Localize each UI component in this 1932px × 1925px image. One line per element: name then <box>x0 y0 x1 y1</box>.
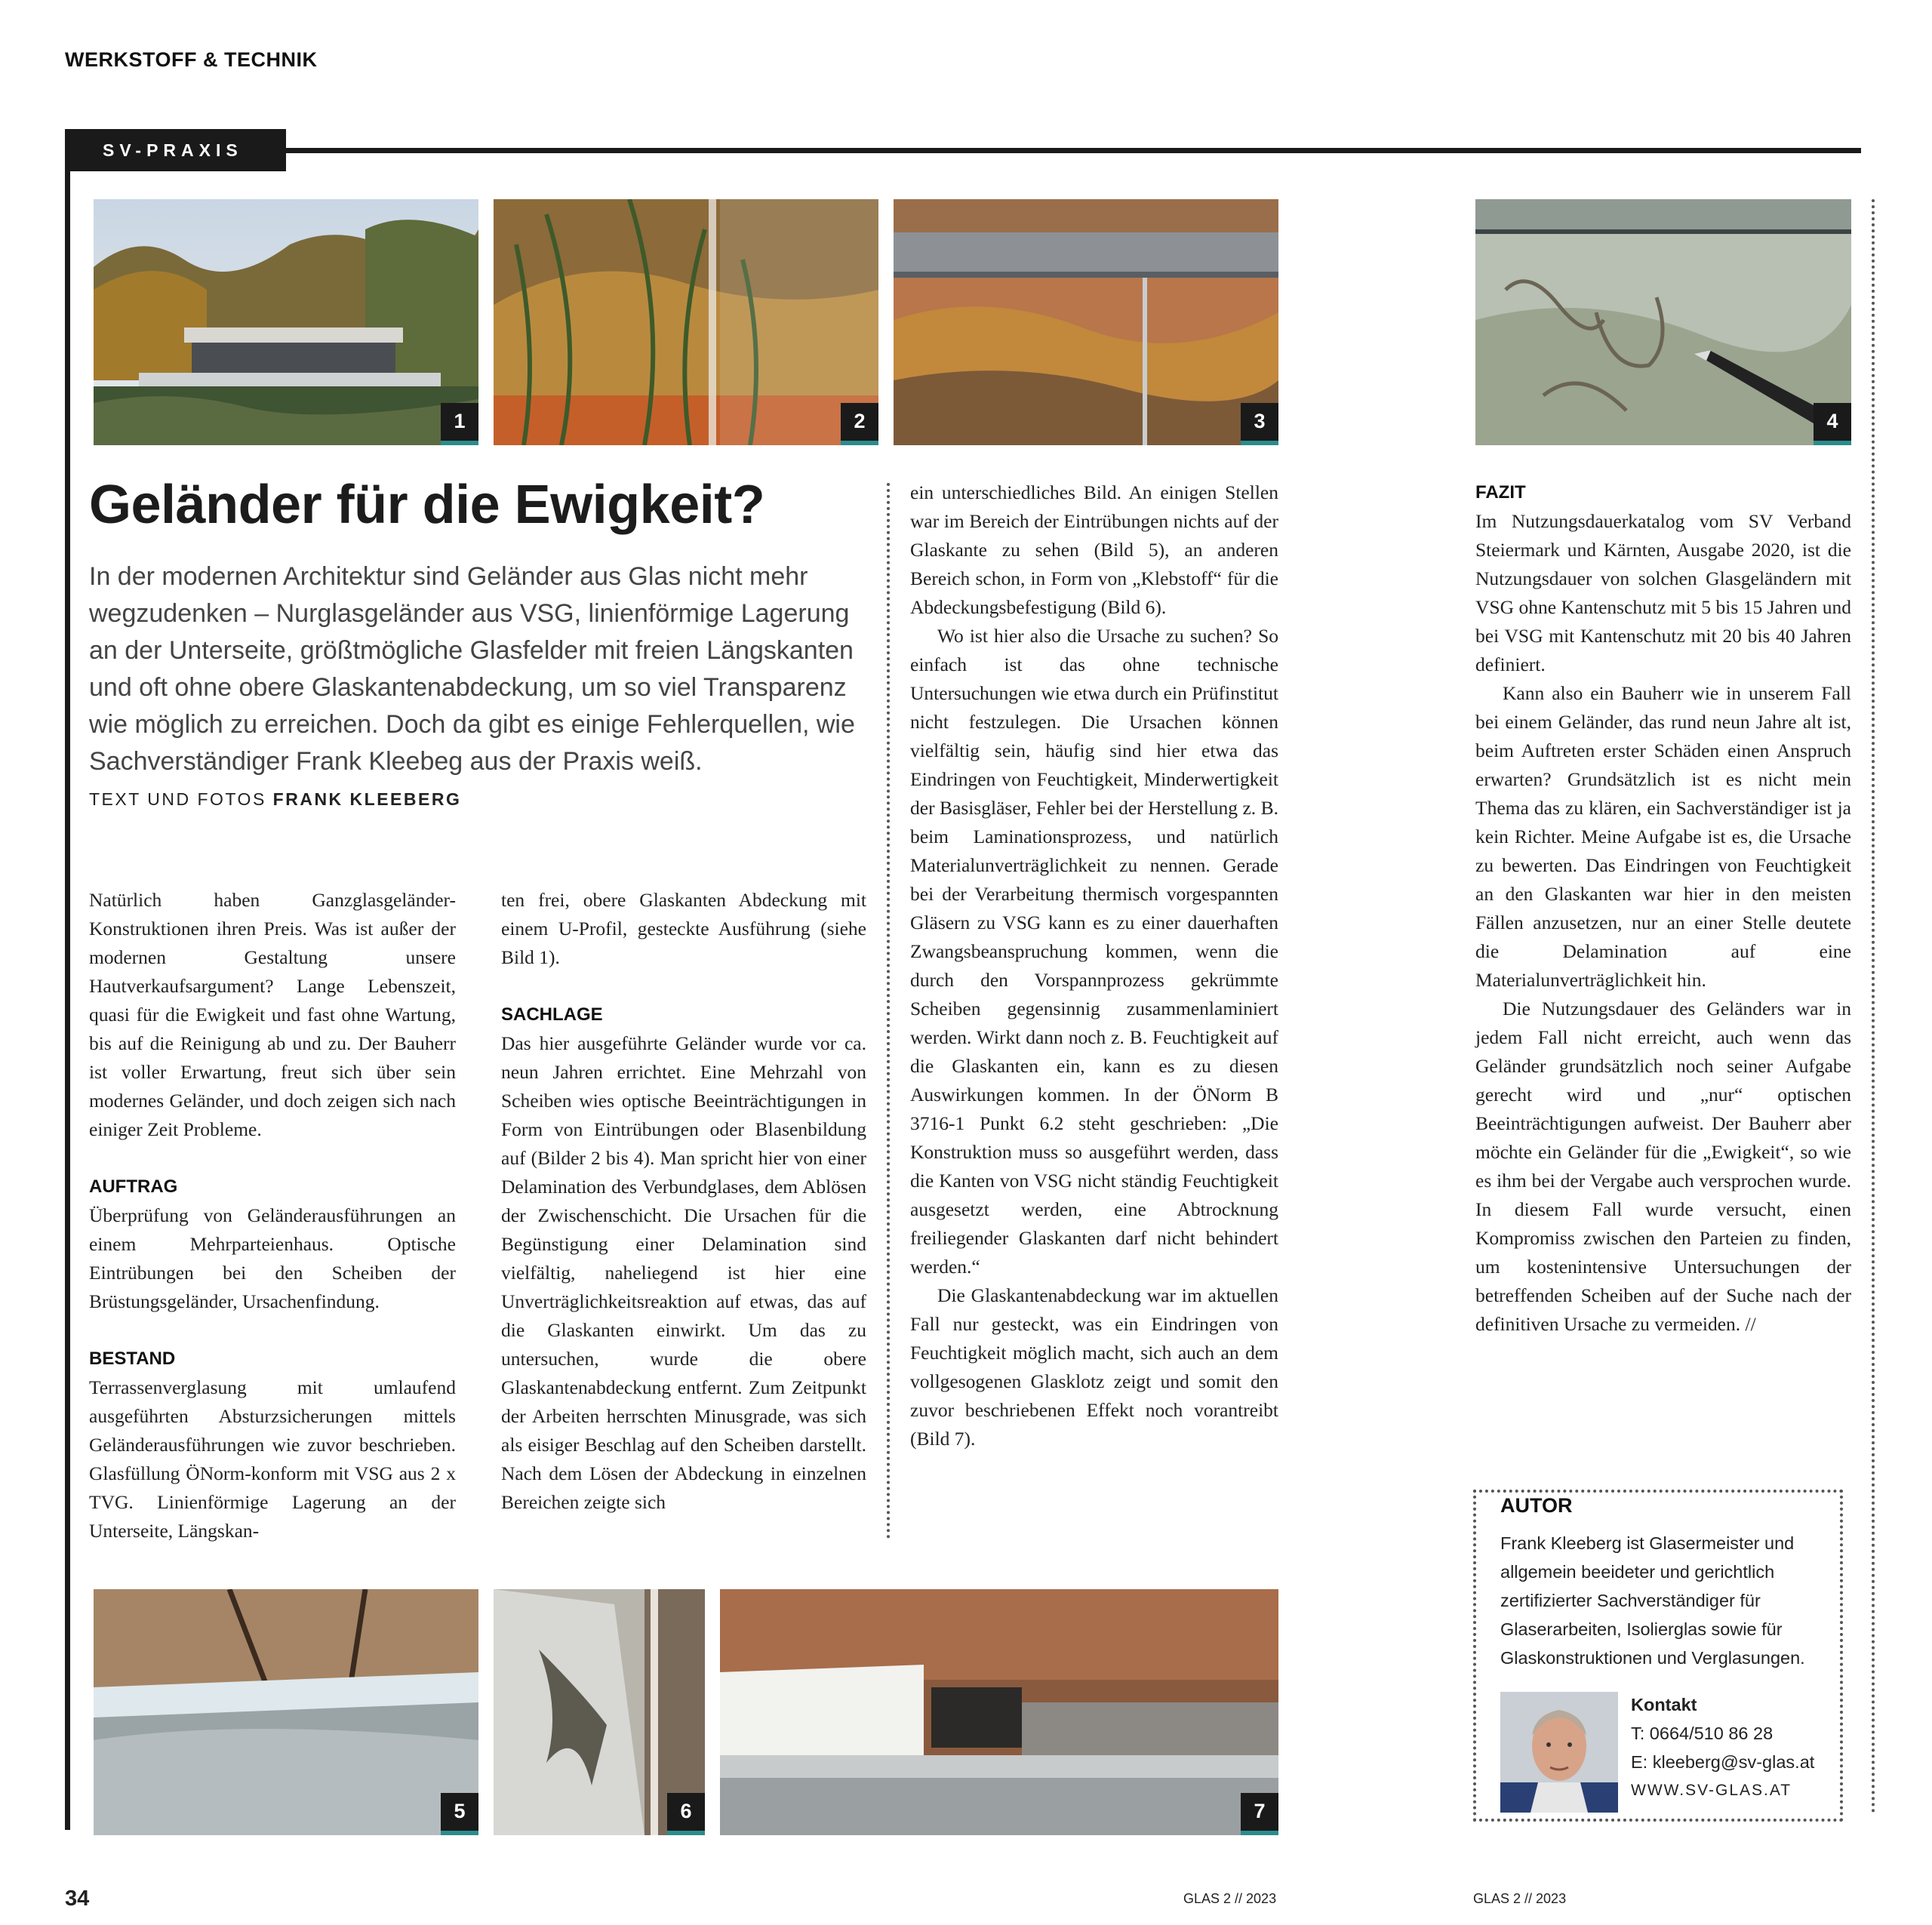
contact-website[interactable]: WWW.SV-GLAS.AT <box>1631 1782 1792 1799</box>
column-4 <box>1475 478 1851 1339</box>
contact-email[interactable]: E: kleeberg@sv-glas.at <box>1631 1752 1815 1772</box>
page-number: 34 <box>65 1887 90 1911</box>
section-tag: SV-PRAXIS <box>65 129 286 171</box>
photo-number-5: 5 <box>441 1793 478 1835</box>
right-page-divider <box>1872 199 1875 1814</box>
col3-paragraph-2: Wo ist hier also die Ursache zu suchen? So einfach ist das ohne technische Untersuchungen wie etwa durch ein Prüfinstitut nicht festzulegen. Die Ursachen können vielfältig sein, häufig sind hier etwa das Eindringen von Feuchtigkeit, Minderwertigkeit der Basisgläser, Fehler bei der Herstellung z. B. beim Laminationsprozess, und natürlich Materialunverträglichkeit zu nennen. Gerade bei der Verarbeitung thermisch vorgespannten Gläsern zu VSG kann es zu einer dauerhaften Zwangsbeanspruchung kommen, wenn die durch den Vorspannprozess gekrümmte Scheiben gegensinnig zusammenlaminiert werden. Wirkt dann noch z. B. Feuchtigkeit auf die Glaskanten ein, kann es zu diesen Auswirkungen kommen. In der ÖNorm B 3716-1 Punkt 6.2 steht geschrieben: „Die Konstruktion muss so ausgeführt werden, dass die Kanten von VSG nicht ständig Feuchtigkeit ausgesetzt werden, eine Abtrocknung freiliegender Glaskanten darf nicht behindert werden.“ <box>910 625 1278 1278</box>
heading-auftrag: AUFTRAG <box>89 1176 178 1197</box>
author-portrait <box>1500 1692 1618 1813</box>
photo-4 <box>1475 199 1851 445</box>
photo-3 <box>894 199 1278 445</box>
article-title: Geländer für die Ewigkeit? <box>89 475 765 535</box>
column-2 <box>501 886 866 1517</box>
section-label: WERKSTOFF & TECHNIK <box>65 48 318 71</box>
photo-5 <box>94 1589 478 1835</box>
photo-2 <box>494 199 878 445</box>
article-lead: In der modernen Architektur sind Geländer aus Glas nicht mehr wegzudenken – Nurglasgeländer aus VSG, linienförmige Lagerung an der Unterseite, größtmögliche Glasfelder mit freien Längskanten und oft ohne obere Glaskantenabdeckung, um so viel Transparenz wie möglich zu erreichen. Doch da gibt es einige Fehlerquellen, wie Sachverständiger Frank Kleebeg aus der Praxis weiß. <box>89 562 855 776</box>
byline-prefix: TEXT UND FOTOS <box>89 789 266 809</box>
bestand-paragraph: Terrassenverglasung mit umlaufend ausgeführten Absturzsicherungen mittels Geländerausführungen wie zuvor beschrieben. Glasfüllung ÖNorm-konform mit VSG aus 2 x TVG. Linienförmige Lagerung an der Unterseite, Längskan- <box>89 1376 456 1542</box>
heading-sachlage: SACHLAGE <box>501 1004 603 1025</box>
bestand-continued: ten frei, obere Glaskanten Abdeckung mit einem U-Profil, gesteckte Ausführung (siehe Bild 1). <box>501 889 866 968</box>
column-3 <box>910 478 1278 1453</box>
sachlage-paragraph: Das hier ausgeführte Geländer wurde vor ca. neun Jahren errichtet. Eine Mehrzahl von Scheiben wies optische Beeinträchtigungen in Form von Eintrübungen oder Blasenbildung auf (Bilder 2 bis 4). Man spricht hier von einer Delamination des Verbundglases, dem Ablösen der Zwischenschicht. Die Ursachen für die Begünstigung einer Delamination sind vielfältig, naheliegend ist hier eine Unverträglichkeitsreaktion auf etwas, das auf die Glaskanten einwirkt. Um das zu untersuchen, wurde die obere Glaskantenabdeckung entfernt. Zum Zeitpunkt der Arbeiten herrschten Minusgrade, was sich als eisiger Beschlag auf den Scheiben darstellt. Nach dem Lösen der Abdeckung in einzelnen Bereichen zeigte sich <box>501 1032 866 1513</box>
intro-paragraph: Natürlich haben Ganzglasgeländer-Konstruktionen ihren Preis. Was ist außer der modernen Gestaltung unsere Hautverkaufsargument? Lange Lebenszeit, quasi für die Ewigkeit und fast ohne Wartung, bis auf die Reinigung ab und zu. Der Bauherr ist voller Erwartung, freut sich über sein modernes Geländer, und doch zeigen sich nach einiger Zeit Probleme. <box>89 889 456 1140</box>
photo-number-4: 4 <box>1814 403 1851 445</box>
photo-number-1: 1 <box>441 403 478 445</box>
col3-paragraph-1: ein unterschiedliches Bild. An einigen Stellen war im Bereich der Eintrübungen nichts auf der Glaskante zu sehen (Bild 5), an anderen Bereich schon, in Form von „Klebstoff“ für die Abdeckungsbefestigung (Bild 6). <box>910 481 1278 618</box>
fazit-paragraph-2: Kann also ein Bauherr wie in unserem Fall bei einem Geländer, das rund neun Jahre alt ist, beim Auftreten erster Schäden einen Anspruch erwarten? Grundsätzlich ist es nicht mein Thema das zu klären, ein Sachverständiger ist ja kein Richter. Meine Aufgabe ist es, die Ursache zu bewerten. Das Eindringen von Feuchtigkeit an den Glaskanten war hier in den meisten Fällen anzusetzen, nur an einer Stelle deutete die Delamination auf eine Materialunverträglichkeit hin. <box>1475 682 1851 991</box>
byline <box>89 789 461 810</box>
contact-heading: Kontakt <box>1631 1695 1697 1714</box>
fazit-paragraph-1: Im Nutzungsdauerkatalog vom SV Verband Steiermark und Kärnten, Ausgabe 2020, ist die Nutzungsdauer von solchen Glasgeländern mit VSG ohne Kantenschutz mit 5 bis 15 Jahren und bei VSG mit Kantenschutz mit 20 bis 40 Jahren definiert. <box>1475 510 1851 675</box>
footer-issue-right: GLAS 2 // 2023 <box>1473 1891 1567 1906</box>
fazit-paragraph-3: Die Nutzungsdauer des Geländers war in jedem Fall nicht erreicht, auch wenn das Geländer grundsätzlich noch seiner Aufgabe gerecht wird und „nur“ optischen Beeinträchtigungen aufweist. Der Bauherr aber möchte ein Geländer für die „Ewigkeit“, so wie es ihm bei der Vergabe auch versprochen wurde. In diesem Fall wurde versucht, einen Kompromiss zwischen den Parteien zu finden, um kostenintensive Untersuchungen der betreffenden Scheiben auf der Suche nach der definitiven Ursache zu vermeiden. // <box>1475 998 1851 1335</box>
col3-paragraph-3: Die Glaskantenabdeckung war im aktuellen Fall nur gesteckt, was ein Eindringen von Feuchtigkeit möglich macht, sich auch an dem vollgesogenen Glasklotz zeigt und somit den zuvor beschriebenen Effekt noch vorantreibt (Bild 7). <box>910 1284 1278 1450</box>
byline-author: FRANK KLEEBERG <box>272 789 462 809</box>
photo-1 <box>94 199 478 445</box>
footer-issue-left: GLAS 2 // 2023 <box>1183 1891 1277 1906</box>
column-1 <box>89 886 456 1545</box>
photo-number-2: 2 <box>841 403 878 445</box>
author-contact <box>1631 1690 1814 1805</box>
photo-6 <box>494 1589 705 1835</box>
author-bio: Frank Kleeberg ist Glasermeister und allgemein beeideter und gerichtlich zertifizierter Sachverständiger für Glaserarbeiten, Isolierglas sowie für Glaskonstruktionen und Verglasungen. <box>1500 1533 1805 1668</box>
photo-number-7: 7 <box>1241 1793 1278 1835</box>
photo-number-3: 3 <box>1241 403 1278 445</box>
author-heading: AUTOR <box>1500 1494 1573 1517</box>
heading-bestand: BESTAND <box>89 1348 176 1369</box>
photo-7 <box>720 1589 1278 1835</box>
column-divider <box>887 483 890 1539</box>
top-rule <box>65 148 1861 153</box>
left-rule <box>65 151 70 1830</box>
contact-phone: T: 0664/510 86 28 <box>1631 1724 1774 1743</box>
heading-fazit: FAZIT <box>1475 482 1526 503</box>
auftrag-paragraph: Überprüfung von Geländerausführungen an einem Mehrparteienhaus. Optische Eintrübungen bei den Scheiben der Brüstungsgeländer, Ursachenfindung. <box>89 1204 456 1312</box>
photo-number-6: 6 <box>667 1793 705 1835</box>
